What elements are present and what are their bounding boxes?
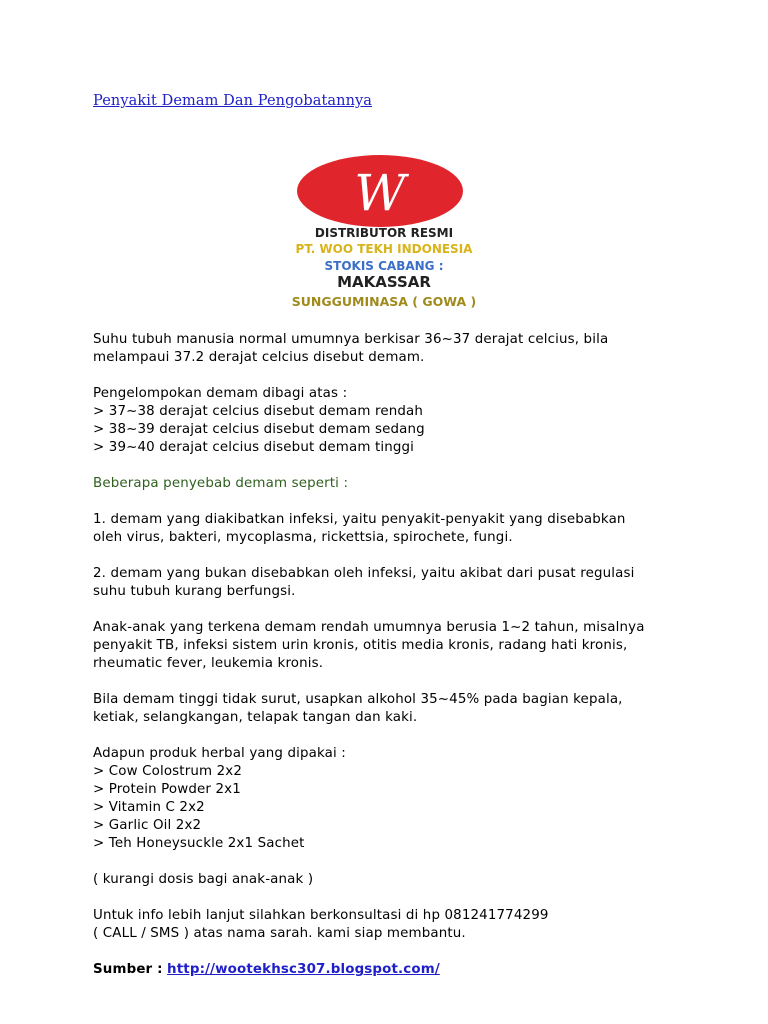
text-line: oleh virus, bakteri, mycoplasma, rickettsia, spirochete, fungi.	[93, 530, 513, 545]
list-item: > Vitamin C 2x2	[93, 800, 205, 815]
children-paragraph	[93, 619, 693, 673]
logo-monogram: W	[354, 164, 406, 222]
high-fever-paragraph	[93, 691, 693, 727]
products-list	[93, 745, 693, 853]
list-item: > Protein Powder 2x1	[93, 782, 241, 797]
causes-heading: Beberapa penyebab demam seperti :	[93, 476, 349, 491]
logo-line-area: SUNGGUMINASA ( GOWA )	[291, 294, 477, 309]
dose-note-paragraph	[93, 871, 693, 889]
source-paragraph	[93, 961, 693, 979]
list-item: > Garlic Oil 2x2	[93, 818, 202, 833]
source-line	[93, 961, 693, 979]
text-line: ( CALL / SMS ) atas nama sarah. kami siap membantu.	[93, 926, 466, 941]
list-item: > 37~38 derajat celcius disebut demam rendah	[93, 404, 423, 419]
list-heading: Adapun produk herbal yang dipakai :	[93, 746, 346, 761]
text-line: Anak-anak yang terkena demam rendah umumnya berusia 1~2 tahun, misalnya	[93, 620, 645, 635]
document-title-link[interactable]: Penyakit Demam Dan Pengobatannya	[93, 93, 373, 109]
logo-line-company: PT. WOO TEKH INDONESIA	[295, 242, 473, 256]
text-line: rheumatic fever, leukemia kronis.	[93, 656, 324, 671]
logo-line-distributor: DISTRIBUTOR RESMI	[314, 226, 454, 240]
text-line: suhu tubuh kurang berfungsi.	[93, 584, 296, 599]
distributor-logo	[258, 147, 516, 315]
list-item: > 39~40 derajat celcius disebut demam tinggi	[93, 440, 415, 455]
logo-line-stokis: STOKIS CABANG :	[324, 259, 444, 273]
text-line: ketiak, selangkangan, telapak tangan dan kaki.	[93, 710, 418, 725]
logo-line-city: MAKASSAR	[337, 273, 431, 291]
text-line: penyakit TB, infeksi sistem urin kronis, otitis media kronis, radang hati kronis,	[93, 638, 628, 653]
contact-paragraph	[93, 907, 693, 943]
cause-2-paragraph	[93, 565, 693, 601]
text-line: melampaui 37.2 derajat celcius disebut demam.	[93, 350, 425, 365]
causes-heading-paragraph	[93, 475, 693, 493]
source-label: Sumber :	[93, 962, 163, 977]
text-line: Untuk info lebih lanjut silahkan berkonsultasi di hp 081241774299	[93, 908, 549, 923]
text-line: Suhu tubuh manusia normal umumnya berkisar 36~37 derajat celcius, bila	[93, 332, 609, 347]
text-line: 1. demam yang diakibatkan infeksi, yaitu penyakit-penyakit yang disebabkan	[93, 512, 626, 527]
dose-note: ( kurangi dosis bagi anak-anak )	[93, 872, 314, 887]
list-heading: Pengelompokan demam dibagi atas :	[93, 386, 348, 401]
intro-paragraph	[93, 331, 693, 367]
cause-1-paragraph	[93, 511, 693, 547]
list-item: > Teh Honeysuckle 2x1 Sachet	[93, 836, 305, 851]
fever-groups-list	[93, 385, 693, 457]
article-body	[93, 331, 693, 997]
text-line: Bila demam tinggi tidak surut, usapkan alkohol 35~45% pada bagian kepala,	[93, 692, 623, 707]
list-item: > Cow Colostrum 2x2	[93, 764, 243, 779]
list-item: > 38~39 derajat celcius disebut demam sedang	[93, 422, 425, 437]
text-line: 2. demam yang bukan disebabkan oleh infeksi, yaitu akibat dari pusat regulasi	[93, 566, 635, 581]
source-link[interactable]: http://wootekhsc307.blogspot.com/	[167, 962, 440, 977]
